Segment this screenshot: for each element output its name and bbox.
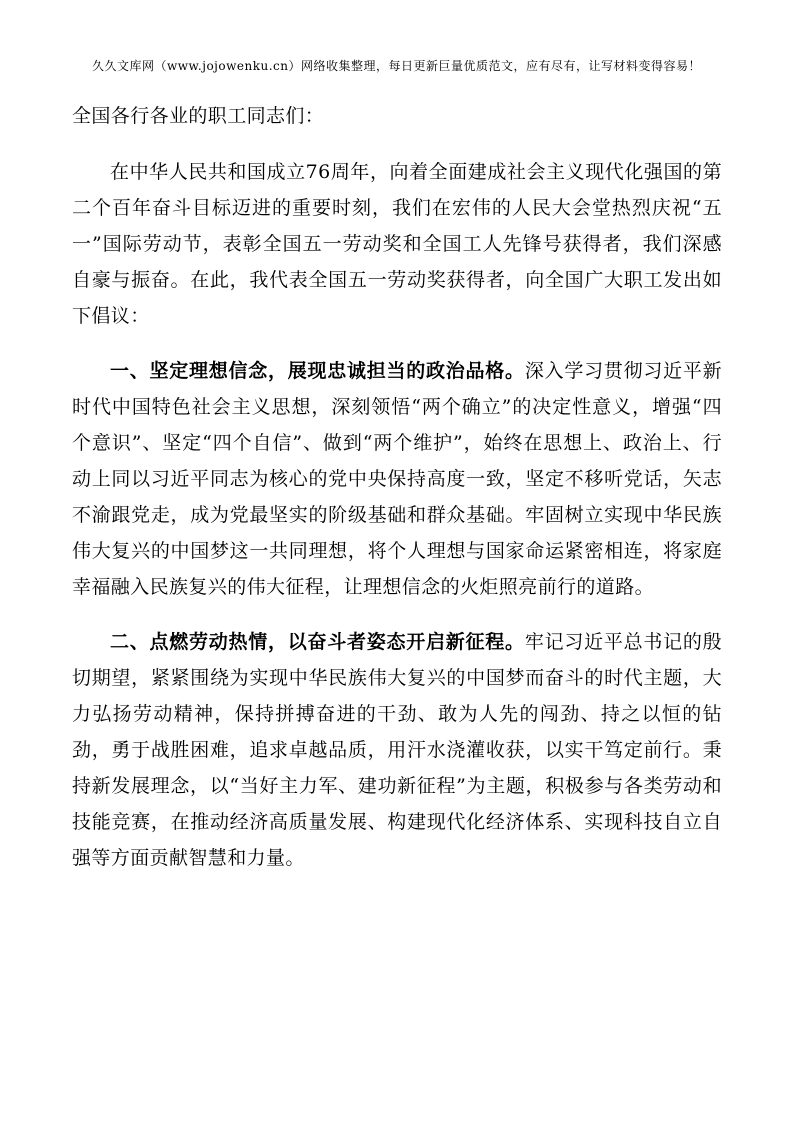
salutation: 全国各行各业的职工同志们： <box>72 105 325 127</box>
section-1-heading: 一、坚定理想信念，展现忠诚担当的政治品格。 <box>110 360 525 382</box>
section-2-body: 牢记习近平总书记的殷切期望，紧紧围绕为实现中华民族伟大复兴的中国梦而奋斗的时代主题，大力弘扬劳动精神，保持拼搏奋进的干劲、敢为人先的闯劲、持之以恒的钻劲，勇于战胜困难，追求卓越品质，用汗水浇灌收获，以实干笃定前行。秉持新发展理念，以“当好主力军、建功新征程”为主题，积极参与各类劳动和技能竞赛，在推动经济高质量发展、构建现代化经济体系、实现科技自立自强等方面贡献智慧和力量。 <box>72 631 722 869</box>
paragraph-intro <box>72 154 722 334</box>
document-body <box>72 98 722 895</box>
page-header-watermark: 久久文库网（www.jojowenku.cn）网络收集整理，每日更新巨量优质范文，应有尽有，让写材料变得容易！ <box>92 59 701 73</box>
section-1-body: 深入学习贯彻习近平新时代中国特色社会主义思想，深刻领悟“两个确立”的决定性意义，增强“四个意识”、坚定“四个自信”、做到“两个维护”，始终在思想上、政治上、行动上同以习近平同志为核心的党中央保持高度一致，坚定不移听党话，矢志不渝跟党走，成为党最坚实的阶级基础和群众基础。牢固树立实现中华民族伟大复兴的中国梦这一共同理想，将个人理想与国家命运紧密相连，将家庭幸福融入民族复兴的伟大征程，让理想信念的火炬照亮前行的道路。 <box>72 360 722 598</box>
paragraph-section-1 <box>72 353 722 605</box>
paragraph-section-2 <box>72 624 722 876</box>
paragraph-intro-body: 在中华人民共和国成立76周年，向着全面建成社会主义现代化强国的第二个百年奋斗目标迈进的重要时刻，我们在宏伟的人民大会堂热烈庆祝“五一”国际劳动节，表彰全国五一劳动奖和全国工人先锋号获得者，我们深感自豪与振奋。在此，我代表全国五一劳动奖获得者，向全国广大职工发出如下倡议： <box>72 161 722 327</box>
section-2-heading: 二、点燃劳动热情，以奋斗者姿态开启新征程。 <box>110 631 525 653</box>
